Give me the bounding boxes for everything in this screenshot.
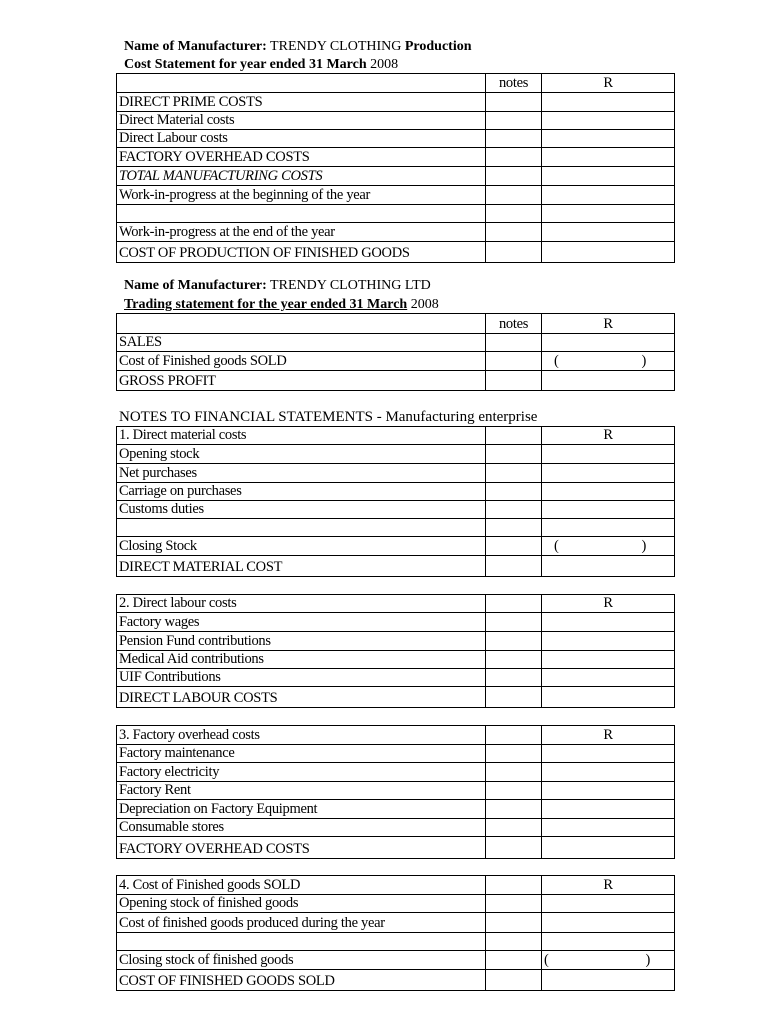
trading-statement-heading-line2 <box>124 296 439 313</box>
notes-cell[interactable] <box>486 782 542 800</box>
table-header-row <box>117 726 675 745</box>
table-row <box>117 130 675 148</box>
amount-cell[interactable] <box>542 93 675 112</box>
open-bracket: ( <box>544 952 549 968</box>
row-label: DIRECT PRIME COSTS <box>117 93 486 112</box>
table-row <box>117 895 675 913</box>
notes-cell[interactable] <box>486 669 542 687</box>
notes-column-header: notes <box>486 314 542 334</box>
table-row <box>117 483 675 501</box>
row-label: Depreciation on Factory Equipment <box>117 800 486 819</box>
notes-cell[interactable] <box>486 951 542 970</box>
table-row <box>117 167 675 186</box>
statement-title: Trading statement for the year ended 31 March <box>124 297 408 312</box>
row-label: Medical Aid contributions <box>117 651 486 669</box>
rand-column-header: R <box>542 595 675 613</box>
amount-cell[interactable] <box>542 632 675 651</box>
row-label: Cost of finished goods produced during the year <box>117 913 486 933</box>
table-row <box>117 501 675 519</box>
amount-cell[interactable] <box>542 613 675 632</box>
row-label: DIRECT MATERIAL COST <box>117 556 486 577</box>
notes-cell[interactable] <box>486 632 542 651</box>
notes-cell[interactable] <box>486 519 542 537</box>
row-label: FACTORY OVERHEAD COSTS <box>117 837 486 859</box>
notes-cell[interactable] <box>486 800 542 819</box>
amount-cell[interactable] <box>542 669 675 687</box>
notes-cell[interactable] <box>486 970 542 991</box>
rand-column-header: R <box>542 74 675 93</box>
note4-cost-of-sales-table <box>116 875 675 991</box>
close-bracket: ) <box>645 952 650 968</box>
table-row <box>117 613 675 632</box>
amount-cell[interactable] <box>542 464 675 483</box>
notes-cell[interactable] <box>486 352 542 371</box>
statement-title: Cost Statement for year ended 31 March <box>124 57 367 72</box>
table-row <box>117 148 675 167</box>
table-row <box>117 837 675 859</box>
amount-cell[interactable] <box>542 223 675 242</box>
row-label: Customs duties <box>117 501 486 519</box>
table-row <box>117 687 675 708</box>
table-row <box>117 800 675 819</box>
row-label: Closing Stock <box>117 537 486 556</box>
row-label: Opening stock of finished goods <box>117 895 486 913</box>
notes-cell[interactable] <box>486 763 542 782</box>
table-row <box>117 445 675 464</box>
amount-cell[interactable] <box>542 186 675 205</box>
notes-cell[interactable] <box>486 205 542 223</box>
row-label <box>117 519 486 537</box>
notes-cell[interactable] <box>486 933 542 951</box>
row-label: COST OF PRODUCTION OF FINISHED GOODS <box>117 242 486 263</box>
amount-cell[interactable] <box>542 501 675 519</box>
row-label: Factory Rent <box>117 782 486 800</box>
table-row <box>117 464 675 483</box>
notes-cell[interactable] <box>486 483 542 501</box>
notes-cell[interactable] <box>486 445 542 464</box>
row-label: Factory wages <box>117 613 486 632</box>
row-label: SALES <box>117 334 486 352</box>
table-header-row <box>117 876 675 895</box>
manufacturer-label: Name of Manufacturer: <box>124 39 267 54</box>
table-header-row <box>117 595 675 613</box>
row-label: GROSS PROFIT <box>117 371 486 391</box>
amount-cell[interactable] <box>542 895 675 913</box>
manufacturer-name: TRENDY CLOTHING <box>266 39 402 54</box>
notes-cell[interactable] <box>486 837 542 859</box>
trading-statement-heading-line1 <box>124 277 431 294</box>
note-title: 3. Factory overhead costs <box>117 726 486 745</box>
row-label: COST OF FINISHED GOODS SOLD <box>117 970 486 991</box>
table-row <box>117 632 675 651</box>
notes-cell[interactable] <box>486 819 542 837</box>
open-bracket: ( <box>554 353 559 369</box>
notes-cell[interactable] <box>486 242 542 263</box>
row-label <box>117 933 486 951</box>
amount-cell[interactable] <box>542 130 675 148</box>
close-bracket: ) <box>641 538 646 554</box>
notes-cell[interactable] <box>486 223 542 242</box>
table-row <box>117 205 675 223</box>
table-row <box>117 669 675 687</box>
amount-cell-bracketed[interactable] <box>542 537 675 556</box>
amount-cell[interactable] <box>542 483 675 501</box>
table-row <box>117 745 675 763</box>
rand-column-header: R <box>542 314 675 334</box>
row-label: Cost of Finished goods SOLD <box>117 352 486 371</box>
amount-cell[interactable] <box>542 913 675 933</box>
statement-year: 2008 <box>407 297 439 312</box>
table-row <box>117 93 675 112</box>
table-row <box>117 913 675 933</box>
table-row <box>117 352 675 371</box>
table-row <box>117 651 675 669</box>
amount-cell[interactable] <box>542 334 675 352</box>
row-label: DIRECT LABOUR COSTS <box>117 687 486 708</box>
table-row <box>117 782 675 800</box>
note-title: 2. Direct labour costs <box>117 595 486 613</box>
amount-cell[interactable] <box>542 745 675 763</box>
table-row <box>117 112 675 130</box>
row-label: Net purchases <box>117 464 486 483</box>
notes-cell[interactable] <box>486 130 542 148</box>
amount-cell[interactable] <box>542 371 675 391</box>
cost-statement-heading-line1 <box>124 38 472 55</box>
amount-cell-bracketed[interactable] <box>542 352 675 371</box>
amount-cell[interactable] <box>542 837 675 859</box>
notes-cell[interactable] <box>486 537 542 556</box>
notes-cell[interactable] <box>486 167 542 186</box>
row-label: Factory maintenance <box>117 745 486 763</box>
amount-cell[interactable] <box>542 819 675 837</box>
trading-statement-table <box>116 313 675 391</box>
note3-factory-overhead-table <box>116 725 675 859</box>
amount-cell[interactable] <box>542 112 675 130</box>
amount-cell[interactable] <box>542 800 675 819</box>
notes-cell[interactable] <box>486 148 542 167</box>
amount-cell[interactable] <box>542 167 675 186</box>
row-label: FACTORY OVERHEAD COSTS <box>117 148 486 167</box>
table-header-row <box>117 314 675 334</box>
row-label: Opening stock <box>117 445 486 464</box>
row-label: Direct Labour costs <box>117 130 486 148</box>
amount-cell[interactable] <box>542 970 675 991</box>
cost-statement-table <box>116 73 675 263</box>
amount-cell[interactable] <box>542 651 675 669</box>
row-label: UIF Contributions <box>117 669 486 687</box>
close-bracket: ) <box>641 353 646 369</box>
notes-cell[interactable] <box>486 687 542 708</box>
manufacturer-name: TRENDY CLOTHING LTD <box>266 278 431 293</box>
amount-cell[interactable] <box>542 519 675 537</box>
note1-direct-material-table <box>116 426 675 577</box>
row-label: Direct Material costs <box>117 112 486 130</box>
table-row <box>117 371 675 391</box>
row-label: Closing stock of finished goods <box>117 951 486 970</box>
note-title: 1. Direct material costs <box>117 427 486 445</box>
amount-cell[interactable] <box>542 782 675 800</box>
table-header-row <box>117 427 675 445</box>
table-row <box>117 242 675 263</box>
notes-cell[interactable] <box>486 745 542 763</box>
amount-cell[interactable] <box>542 242 675 263</box>
statement-type-word: Production <box>401 39 472 54</box>
amount-cell[interactable] <box>542 205 675 223</box>
notes-cell[interactable] <box>486 501 542 519</box>
table-row <box>117 951 675 970</box>
row-label: Work-in-progress at the beginning of the year <box>117 186 486 205</box>
amount-cell[interactable] <box>542 556 675 577</box>
notes-cell[interactable] <box>486 556 542 577</box>
table-row <box>117 223 675 242</box>
notes-cell[interactable] <box>486 186 542 205</box>
notes-cell[interactable] <box>486 613 542 632</box>
rand-column-header: R <box>542 726 675 745</box>
row-label: Consumable stores <box>117 819 486 837</box>
notes-cell[interactable] <box>486 93 542 112</box>
notes-cell[interactable] <box>486 371 542 391</box>
notes-cell[interactable] <box>486 913 542 933</box>
notes-cell[interactable] <box>486 334 542 352</box>
note2-direct-labour-table <box>116 594 675 708</box>
row-label <box>117 205 486 223</box>
amount-cell[interactable] <box>542 933 675 951</box>
table-row <box>117 186 675 205</box>
table-row <box>117 556 675 577</box>
notes-section-title: NOTES TO FINANCIAL STATEMENTS - Manufacturing enterprise <box>119 409 538 425</box>
table-row <box>117 763 675 782</box>
table-row <box>117 970 675 991</box>
cost-statement-heading-line2 <box>124 56 398 73</box>
table-row <box>117 519 675 537</box>
notes-cell[interactable] <box>486 651 542 669</box>
amount-cell[interactable] <box>542 148 675 167</box>
open-bracket: ( <box>554 538 559 554</box>
notes-cell[interactable] <box>486 895 542 913</box>
table-row <box>117 334 675 352</box>
row-label: TOTAL MANUFACTURING COSTS <box>117 167 486 186</box>
amount-cell-bracketed[interactable] <box>542 951 675 970</box>
row-label: Factory electricity <box>117 763 486 782</box>
row-label: Pension Fund contributions <box>117 632 486 651</box>
notes-cell[interactable] <box>486 464 542 483</box>
amount-cell[interactable] <box>542 445 675 464</box>
amount-cell[interactable] <box>542 763 675 782</box>
table-row <box>117 819 675 837</box>
table-row <box>117 537 675 556</box>
row-label: Carriage on purchases <box>117 483 486 501</box>
notes-column-header: notes <box>486 74 542 93</box>
row-label: Work-in-progress at the end of the year <box>117 223 486 242</box>
note-title: 4. Cost of Finished goods SOLD <box>117 876 486 895</box>
amount-cell[interactable] <box>542 687 675 708</box>
rand-column-header: R <box>542 427 675 445</box>
manufacturer-label: Name of Manufacturer: <box>124 278 267 293</box>
rand-column-header: R <box>542 876 675 895</box>
table-row <box>117 933 675 951</box>
notes-cell[interactable] <box>486 112 542 130</box>
statement-year: 2008 <box>366 57 399 72</box>
table-header-row <box>117 74 675 93</box>
